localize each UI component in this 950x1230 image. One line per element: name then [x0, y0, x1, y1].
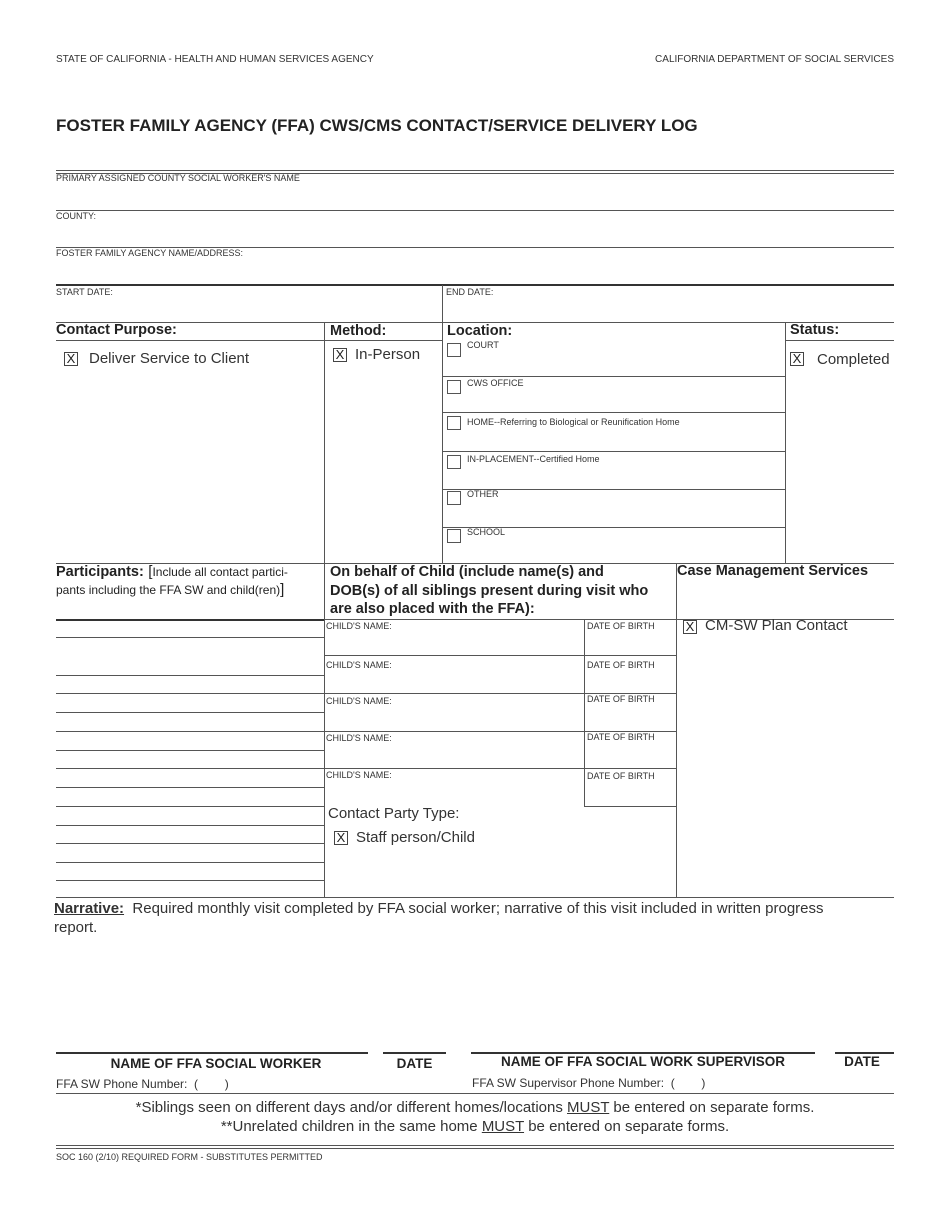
- narrative[interactable]: [54, 899, 894, 937]
- participant-line[interactable]: [56, 637, 324, 638]
- participant-line[interactable]: [56, 675, 324, 676]
- participant-line[interactable]: [56, 712, 324, 713]
- child-dob-field[interactable]: DATE OF BIRTH: [587, 621, 655, 631]
- narrative-line-2: report.: [54, 919, 98, 936]
- staff-person-child-checkbox[interactable]: X: [334, 831, 348, 845]
- location-in-placement-label: IN-PLACEMENT--Certified Home: [467, 454, 600, 464]
- agency-right: CALIFORNIA DEPARTMENT OF SOCIAL SERVICES: [655, 54, 894, 65]
- supervisor-date-field[interactable]: DATE: [844, 1054, 880, 1069]
- participants-note-2: pants including the FFA SW and child(ren): [56, 583, 281, 597]
- agency-name-address-field[interactable]: FOSTER FAMILY AGENCY NAME/ADDRESS:: [56, 248, 244, 258]
- end-date-field[interactable]: END DATE:: [446, 287, 494, 297]
- cm-sw-plan-checkbox[interactable]: X: [683, 620, 697, 634]
- contact-party-value: Staff person/Child: [356, 829, 475, 846]
- location-court-label: COURT: [467, 340, 499, 350]
- case-management-label: Case Management Services: [677, 563, 869, 579]
- location-home-checkbox[interactable]: [447, 416, 461, 430]
- location-home-label: HOME--Referring to Biological or Reunification Home: [467, 417, 680, 427]
- contact-purpose-value: Deliver Service to Client: [89, 350, 250, 367]
- child-name-field[interactable]: CHILD'S NAME:: [326, 770, 392, 780]
- participant-line[interactable]: [56, 750, 324, 751]
- status-label: Status:: [790, 322, 840, 338]
- sw-date-field[interactable]: DATE: [396, 1056, 433, 1071]
- participants-header: Participants: [Include all contact partici- pants including the FFA SW and child(ren)]: [56, 563, 288, 598]
- supervisor-phone-field[interactable]: FFA SW Supervisor Phone Number: ( ): [472, 1076, 706, 1090]
- child-name-field[interactable]: CHILD'S NAME:: [326, 660, 392, 670]
- location-school-checkbox[interactable]: [447, 529, 461, 543]
- on-behalf-line-1: On behalf of Child (include name(s) and: [330, 564, 604, 580]
- participant-line[interactable]: [56, 768, 324, 769]
- agency-left: STATE OF CALIFORNIA - HEALTH AND HUMAN SERVICES AGENCY: [56, 54, 374, 65]
- child-dob-field[interactable]: DATE OF BIRTH: [587, 694, 655, 704]
- participant-line[interactable]: [56, 880, 324, 881]
- location-other-label: OTHER: [467, 489, 499, 499]
- contact-purpose-label: Contact Purpose:: [56, 322, 177, 338]
- status-value: Completed: [817, 351, 890, 368]
- location-cws-office-checkbox[interactable]: [447, 380, 461, 394]
- participant-line[interactable]: [56, 787, 324, 788]
- notes: [56, 1098, 894, 1136]
- location-court-checkbox[interactable]: [447, 343, 461, 357]
- completed-checkbox[interactable]: X: [790, 352, 804, 366]
- deliver-service-checkbox[interactable]: X: [64, 352, 78, 366]
- method-value: In-Person: [355, 346, 421, 363]
- case-management-value: CM-SW Plan Contact: [705, 617, 848, 634]
- location-in-placement-checkbox[interactable]: [447, 455, 461, 469]
- form-footer: SOC 160 (2/10) REQUIRED FORM - SUBSTITUTES PERMITTED: [56, 1152, 323, 1162]
- child-name-field[interactable]: CHILD'S NAME:: [326, 696, 392, 706]
- child-name-field[interactable]: CHILD'S NAME:: [326, 733, 392, 743]
- participant-line[interactable]: [56, 731, 324, 732]
- sw-phone-field[interactable]: FFA SW Phone Number: ( ): [56, 1077, 229, 1091]
- participant-line[interactable]: [56, 843, 324, 844]
- contact-party-label: Contact Party Type:: [328, 805, 460, 822]
- location-school-label: SCHOOL: [467, 527, 506, 537]
- page-title: FOSTER FAMILY AGENCY (FFA) CWS/CMS CONTACT/SERVICE DELIVERY LOG: [56, 116, 698, 135]
- on-behalf-line-3: are also placed with the FFA):: [330, 601, 535, 617]
- narrative-line-1: Required monthly visit completed by FFA social worker; narrative of this visit included in written progress: [132, 900, 824, 917]
- social-worker-name-field[interactable]: PRIMARY ASSIGNED COUNTY SOCIAL WORKER'S NAME: [56, 173, 300, 183]
- participant-line[interactable]: [56, 693, 324, 694]
- participant-line[interactable]: [56, 825, 324, 826]
- note-1: *Siblings seen on different days and/or different homes/locations MUST be entered on separate forms.: [135, 1099, 815, 1116]
- supervisor-name-field[interactable]: NAME OF FFA SOCIAL WORK SUPERVISOR: [500, 1054, 786, 1069]
- ffa-sw-name-field[interactable]: NAME OF FFA SOCIAL WORKER: [110, 1056, 322, 1071]
- note-2: **Unrelated children in the same home MUST be entered on separate forms.: [220, 1118, 730, 1135]
- child-dob-field[interactable]: DATE OF BIRTH: [587, 771, 655, 781]
- child-name-field[interactable]: CHILD'S NAME:: [326, 621, 392, 631]
- participants-label: Participants:: [56, 564, 144, 580]
- location-other-checkbox[interactable]: [447, 491, 461, 505]
- on-behalf-header: [330, 563, 648, 619]
- start-date-field[interactable]: START DATE:: [56, 287, 113, 297]
- participants-note-1: Include all contact partici-: [152, 565, 288, 579]
- narrative-label: Narrative:: [54, 900, 125, 917]
- participant-line[interactable]: [56, 862, 324, 863]
- child-dob-field[interactable]: DATE OF BIRTH: [587, 732, 655, 742]
- location-cws-office-label: CWS OFFICE: [467, 378, 524, 388]
- on-behalf-line-2: DOB(s) of all siblings present during visit who: [330, 582, 649, 599]
- child-dob-field[interactable]: DATE OF BIRTH: [587, 660, 655, 670]
- participant-line[interactable]: [56, 806, 324, 807]
- county-field[interactable]: COUNTY:: [56, 211, 97, 221]
- method-label: Method:: [330, 323, 387, 339]
- in-person-checkbox[interactable]: X: [333, 348, 347, 362]
- location-label: Location:: [447, 323, 513, 339]
